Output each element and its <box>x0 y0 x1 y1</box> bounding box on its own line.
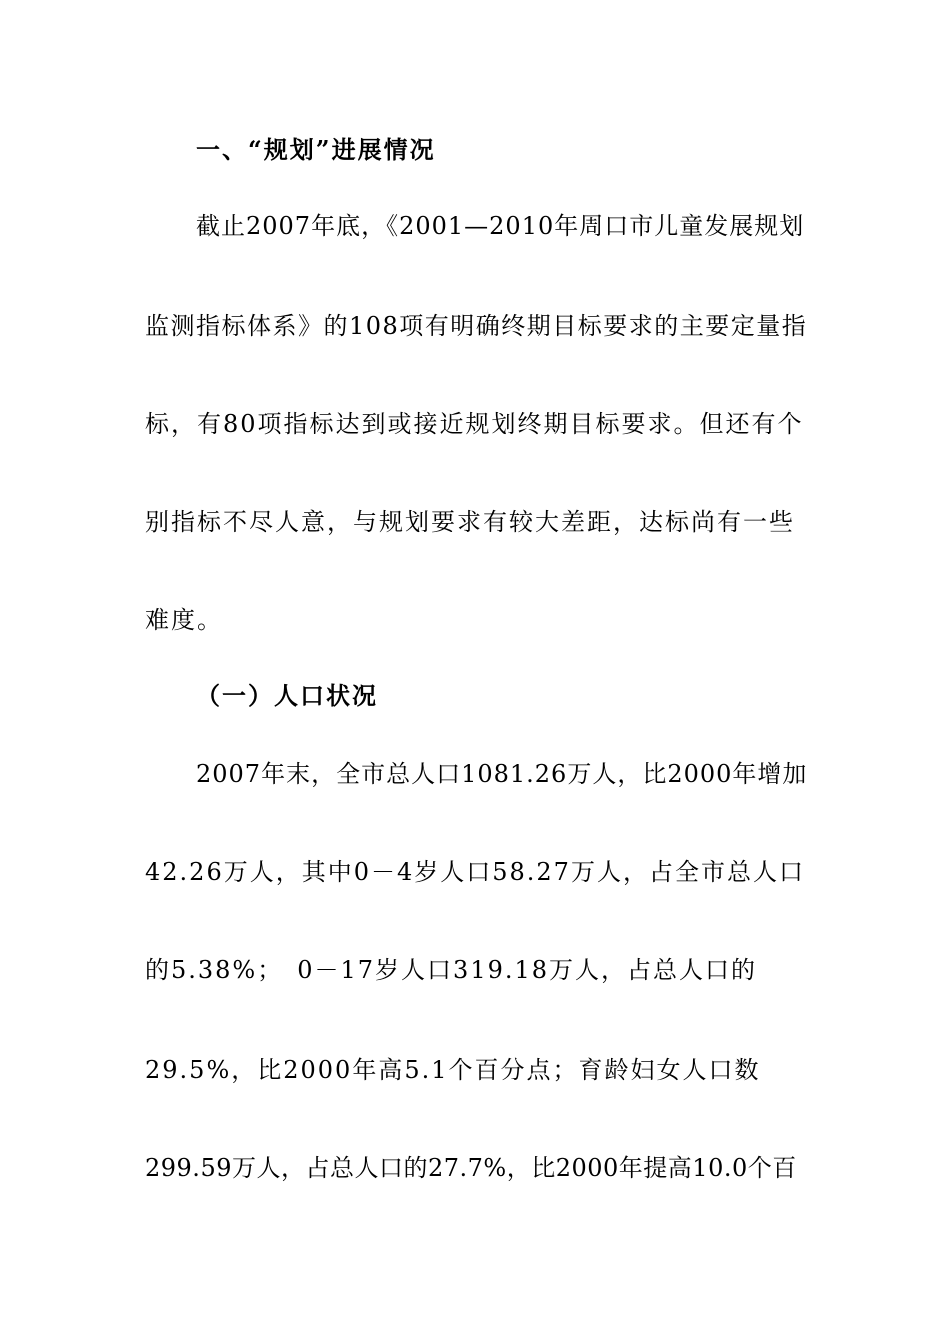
population-line-3: 的5.38%； 0－17岁人口319.18万人，占总人口的 <box>145 956 758 984</box>
population-line-2: 42.26万人，其中0－4岁人口58.27万人，占全市总人口 <box>145 858 805 886</box>
population-line-1: 2007年末，全市总人口1081.26万人，比2000年增加 <box>196 760 808 788</box>
subsection-heading: （一）人口状况 <box>196 681 378 710</box>
population-line-4: 29.5%，比2000年高5.1个百分点；育龄妇女人口数 <box>145 1056 761 1084</box>
section-heading: 一、“规划”进展情况 <box>196 135 436 164</box>
intro-line-2: 监测指标体系》的108项有明确终期目标要求的主要定量指 <box>145 312 808 340</box>
population-line-5: 299.59万人，占总人口的27.7%，比2000年提高10.0个百 <box>145 1154 797 1182</box>
intro-line-1: 截止2007年底，《2001—2010年周口市儿童发展规划 <box>196 212 805 240</box>
intro-line-3: 标，有80项指标达到或接近规划终期目标要求。但还有个 <box>145 410 804 438</box>
intro-line-4: 别指标不尽人意，与规划要求有较大差距，达标尚有一些 <box>145 508 795 536</box>
intro-line-5: 难度。 <box>145 606 223 634</box>
